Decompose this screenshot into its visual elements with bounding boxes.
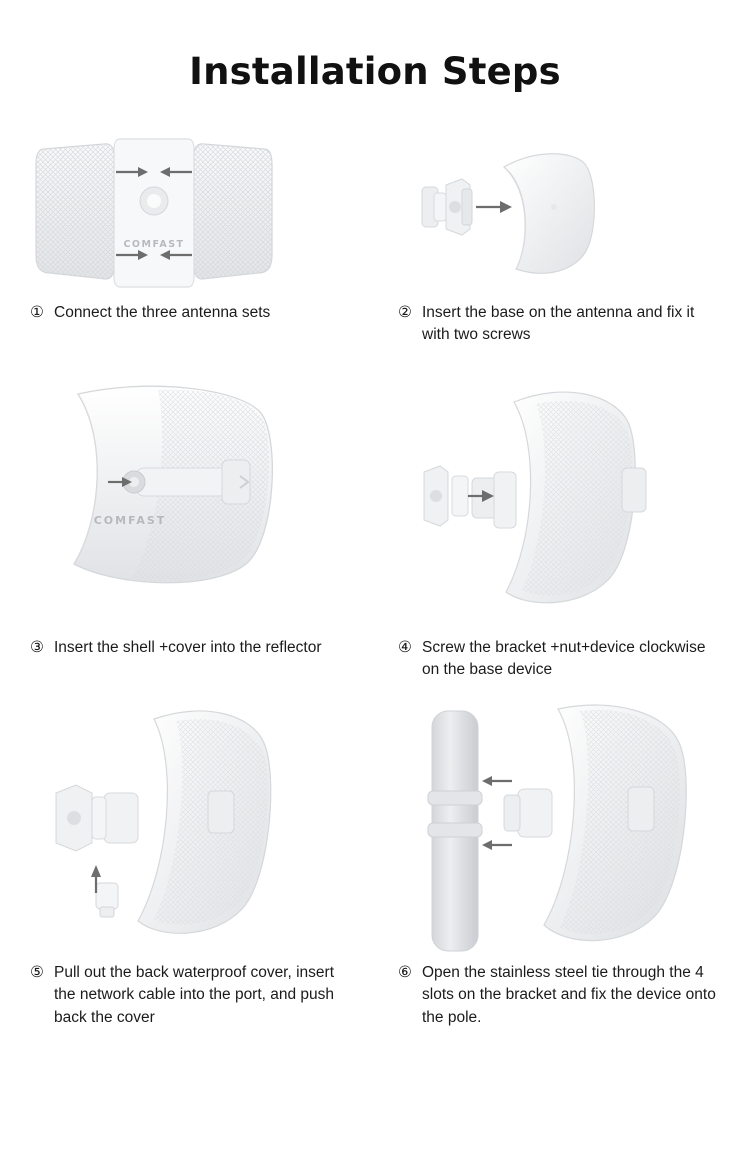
step-1 (8, 127, 376, 372)
step-3-figure (8, 372, 376, 637)
step-6-number: ⑥ (398, 964, 412, 981)
step-5-number: ⑤ (30, 964, 44, 981)
step-5-text: Pull out the back waterproof cover, insert the network cable into the port, and push back the cover (54, 964, 335, 1026)
step-5 (8, 697, 376, 1042)
step-2-caption (376, 302, 744, 372)
shell-cover-reflector-illustration (8, 372, 376, 637)
step-3-number: ③ (30, 639, 44, 656)
step-2-text: Insert the base on the antenna and fix it with two screws (422, 304, 695, 344)
svg-text:COMFAST: COMFAST (123, 239, 185, 250)
steps-grid (0, 127, 750, 1042)
step-2-figure (376, 127, 744, 302)
step-6-figure (376, 697, 744, 962)
step-3-caption (8, 637, 376, 697)
waterproof-cover-cable-illustration (8, 697, 376, 962)
step-1-number: ① (30, 304, 44, 321)
step-5-figure (8, 697, 376, 962)
step-4 (376, 372, 744, 697)
step-1-text: Connect the three antenna sets (54, 304, 271, 321)
step-3 (8, 372, 376, 697)
page-title: Installation Steps (189, 50, 561, 93)
step-2 (376, 127, 744, 372)
step-2-number: ② (398, 304, 412, 321)
step-1-figure (8, 127, 376, 302)
svg-text:COMFAST: COMFAST (93, 514, 167, 527)
step-1-caption (8, 302, 376, 372)
base-on-antenna-illustration (376, 127, 744, 302)
antenna-sets-illustration (8, 127, 376, 302)
step-6-text: Open the stainless steel tie through the 4 slots on the bracket and fix the device onto the pole. (422, 964, 716, 1026)
step-5-caption (8, 962, 376, 1042)
step-4-figure (376, 372, 744, 637)
bracket-nut-device-illustration (376, 372, 744, 637)
step-4-text: Screw the bracket +nut+device clockwise on the base device (422, 639, 706, 679)
step-6-caption (376, 962, 744, 1042)
step-4-caption (376, 637, 744, 697)
pole-mount-illustration (376, 697, 744, 962)
step-4-number: ④ (398, 639, 412, 656)
step-3-text: Insert the shell +cover into the reflector (54, 639, 322, 656)
step-6 (376, 697, 744, 1042)
